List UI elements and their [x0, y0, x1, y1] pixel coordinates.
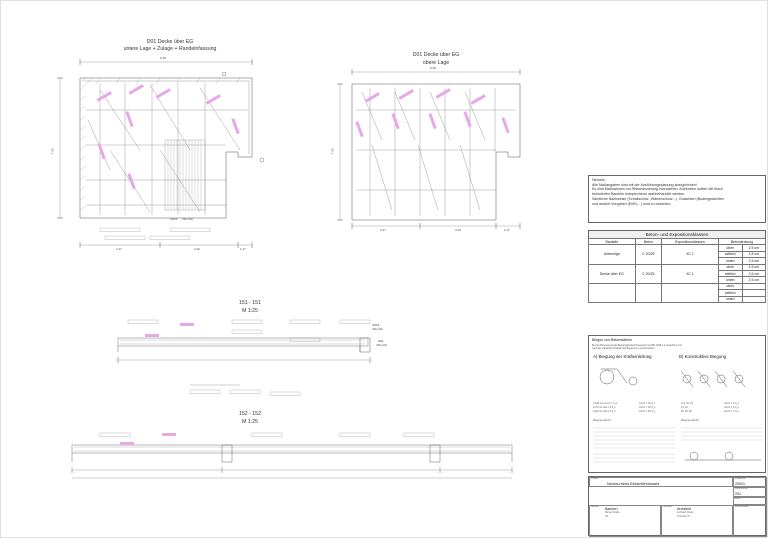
cell-beton [635, 283, 661, 302]
concrete-class-table [588, 230, 766, 303]
cell-cover: 2,5 cm [742, 270, 765, 276]
tb-project: Neubau eines Einfamilienhauses [607, 482, 660, 486]
bending-a-title: A) Biegung der Krafteinleitung [593, 354, 652, 359]
tb-architect: Architekt [677, 507, 691, 511]
bending-rules-box [588, 335, 766, 473]
plan1-dim-b3: 1.17 [240, 247, 246, 251]
cell-cover: 2,5 cm [742, 264, 765, 270]
section151-scale: M 1:25 [242, 308, 258, 314]
bending-a-value: min D = 20 d_s [639, 410, 656, 413]
plan1-subtitle: untere Lage + Zulage + Randeinfassung [123, 46, 217, 52]
section151-s-sub: (HEA 100) [376, 344, 388, 347]
bending-b-value: min D = 4 d_s [724, 402, 739, 405]
section152-scale: M 1:25 [242, 419, 258, 425]
cell-cover [742, 296, 765, 302]
cell-side: oben [718, 245, 742, 251]
plan2-dim-b3: 1.17 [504, 228, 510, 232]
bending-lines [589, 424, 767, 470]
tb-planner-label: Planverfasser [735, 506, 750, 508]
bending-heading: Biegen von Betonstählen [592, 338, 632, 342]
bending-foot-a: Biegung nach A): [593, 419, 612, 422]
bending-diagrams [589, 361, 767, 401]
cell-side: oben [718, 264, 742, 270]
cell-bauteil: Unterzüge [589, 245, 636, 264]
plan1-title: D01 Decke über EG [146, 39, 194, 45]
section151-title: 151 - 151 [239, 300, 261, 306]
plan2-dim-b2: 4.16 [455, 228, 461, 232]
plan2-subtitle: obere Lage [422, 60, 450, 66]
plan1-uz-sub: (HEA 200) [182, 218, 194, 221]
bending-b-row: 14, 16 [681, 406, 688, 409]
bending-b-value: min D = 7 d_s [724, 410, 739, 413]
tb-planner-cell [733, 505, 767, 537]
plan2-dim-top: 6.45 [430, 66, 436, 70]
cell-side: unten [718, 277, 742, 283]
plan2-title: D01 Decke über EG [412, 52, 460, 58]
notes-box [588, 175, 766, 223]
section151-s: S02 [378, 339, 384, 343]
bending-a-value: min D = 10 d_s [639, 402, 656, 405]
plan2-dim-b1: 4.17 [380, 228, 386, 232]
col-header: Betondeckung [718, 239, 765, 245]
tb-index-label: Index [735, 498, 741, 500]
cell-side: unten [718, 296, 742, 302]
bending-a-value: min D = 15 d_s [639, 406, 656, 409]
tb-bauherr: Bauherr [605, 507, 618, 511]
plan1-dim-b1: 4.17 [116, 247, 122, 251]
concrete-table-title: Beton- und Expositionsklassen [588, 230, 766, 238]
bending-b-title: B) Konstruktive Biegung [679, 354, 727, 359]
plan2-dim-left: 7.26 [330, 148, 335, 155]
bending-intro: Bei der Bemessung des Biegerollendurchmessers D ist DIN 1045-2 zu beachten und [592, 344, 682, 347]
plan1-dim-left: 7.26 [50, 148, 55, 155]
plan1-uz-label: UZ16 [170, 217, 178, 221]
notes-line: betonierten Bauteile entsprechend nachbehandelt werden. [592, 192, 686, 197]
cell-side: seitlich [718, 251, 742, 257]
tb-bauherr-label: Bauherr [591, 506, 600, 508]
cell-beton: C 20/25 [635, 264, 661, 283]
tb-bauherr-street: Muster Straße [605, 512, 620, 514]
tb-architect-street: Architekt Straße [677, 512, 694, 514]
tb-bauherr-cell [589, 505, 661, 537]
notes-line: Hinweis: [592, 178, 606, 182]
cell-bauteil [589, 283, 636, 302]
cell-bauteil: Decke über EG [589, 264, 636, 283]
tb-architect-city: Architekt Ort [677, 516, 690, 518]
section151-uz-sub: (HEA 200) [372, 328, 384, 331]
col-header: Bauteile [589, 239, 636, 245]
section151-uz: UZ16 [372, 323, 380, 327]
bending-a-row: ø 50 mm und ≥ 3 d_s [593, 410, 616, 413]
notes-line: Alle Maßangaben sind mit der Ausführungsplanung abzugleichen! [592, 182, 697, 187]
bending-b-row: 20, 25, 28 [681, 410, 692, 413]
tb-architect-label: Architekt [663, 506, 672, 508]
section152-title: 152 - 152 [239, 411, 261, 417]
cell-side: oben [718, 283, 742, 289]
tb-plannr: 201 [735, 492, 741, 496]
tb-projnr-label: Projekt-Nr. [735, 478, 746, 480]
cell-side: seitlich [718, 270, 742, 276]
col-header: Expositionsklassen [662, 239, 719, 245]
notes-line: Es sind Maßnahmen zur Rissreduzierung vorzusehen. Außerdem sollten die frisch [592, 187, 723, 192]
tb-bauherr-city: Ort [605, 516, 609, 518]
tb-project-label: Projekt [591, 478, 599, 480]
cell-expo [662, 283, 719, 302]
bending-a-row: ø 160 mm und ≥ 7 d_s [593, 402, 617, 405]
cell-cover: 2,5 cm [742, 251, 765, 257]
plan1-dim-top: 6.45 [160, 56, 166, 60]
cell-side: unten [718, 258, 742, 264]
tb-architect-cell [661, 505, 733, 537]
cell-cover: 2,5 cm [742, 277, 765, 283]
cell-cover: 2,5 cm [742, 245, 765, 251]
cell-cover: 2,5 cm [742, 258, 765, 264]
cell-expo: XC 1 [662, 264, 719, 283]
cell-side: seitlich [718, 290, 742, 296]
notes-line: und andere Vorgaben (EnEv,...) sind zu beachten. [592, 201, 672, 206]
col-header: Beton [635, 239, 661, 245]
bending-a-row: ø 70 mm und ≥ 5 d_s [593, 406, 616, 409]
bending-intro: nach der statischen Position der Biegung zu unterscheiden. [592, 347, 655, 350]
tb-projnr: 25001 [735, 482, 745, 486]
cell-beton: C 20/25 [635, 245, 661, 264]
title-block [588, 476, 766, 536]
bending-b-row: 6, 8, 10, 12 [681, 402, 693, 405]
tb-plannr-label: Plannummer [735, 488, 749, 490]
bending-b-value: min D = 4 d_s [724, 406, 739, 409]
plan1-dim-b2: 4.16 [194, 247, 200, 251]
bending-foot-b: Biegung nach B): [681, 419, 700, 422]
notes-line: Sämtliche Nachweise (Schallschutz, Wärmeschutz...), Gutachten (Bodengutachten [592, 196, 724, 201]
cell-expo: XC 1 [662, 245, 719, 264]
